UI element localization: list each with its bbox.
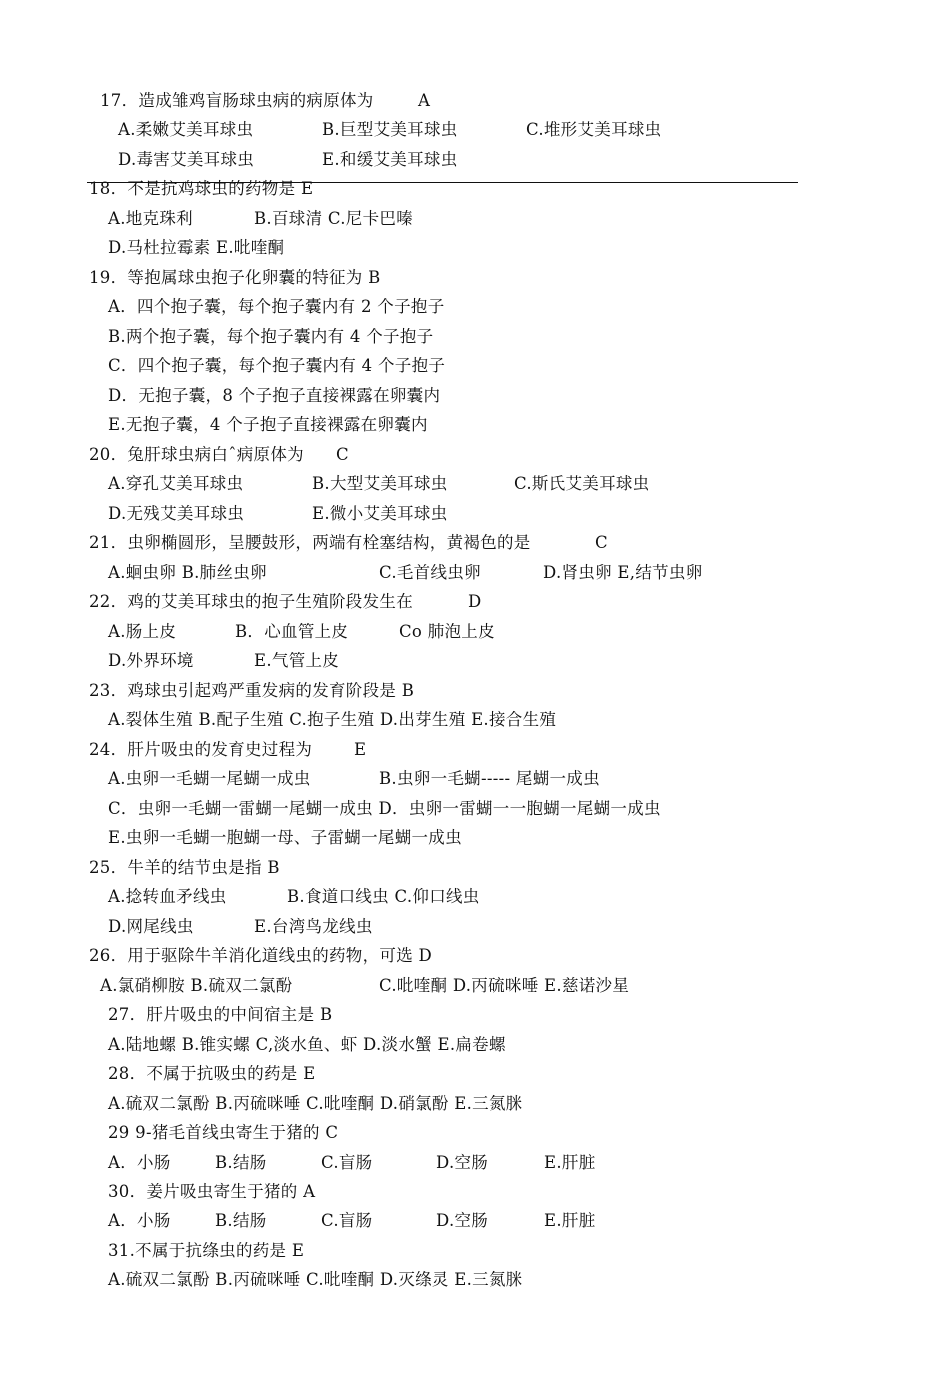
option — [108, 353, 446, 379]
question-text: 29 9-猪毛首线虫寄生于猪的 C — [108, 1123, 339, 1142]
question-26 — [89, 943, 433, 969]
question-text: 31.不属于抗绦虫的药是 E — [108, 1241, 305, 1260]
question-text: 17．造成雏鸡盲肠球虫病的病原体为 — [100, 91, 374, 110]
option: A.硫双二氯酚 B.丙硫咪唾 C.吡喹酮 D.硝氯酚 E.三氮脒 — [108, 1094, 523, 1113]
options-row — [100, 973, 630, 999]
option-text: C．四个抱子囊，每个抱子囊内有 4 个子抱子 — [108, 356, 446, 375]
options-row — [118, 147, 458, 173]
options-row — [108, 884, 480, 910]
question-31 — [108, 1238, 305, 1264]
question-25 — [89, 855, 280, 881]
answer-key: C — [336, 445, 349, 464]
option-text: A．四个抱子囊，每个抱子囊内有 2 个子抱子 — [108, 297, 445, 316]
option: C.毛首线虫卵 — [379, 563, 481, 582]
options-row — [108, 914, 373, 940]
question-text: 23．鸡球虫引起鸡严重发病的发育阶段是 B — [89, 681, 415, 700]
option: E.虫卵一毛蝴一胞蝴一母、子雷蝴一尾蝴一成虫 — [108, 828, 462, 847]
question-text: 30．姜片吸虫寄生于猪的 A — [108, 1182, 316, 1201]
option: C．虫卵一毛蝴一雷蝴一尾蝴一成虫 D．虫卵一雷蝴一一胞蝴一尾蝴一成虫 — [108, 799, 661, 818]
option: D.肾虫卵 E,结节虫卵 — [543, 563, 703, 582]
question-24 — [89, 737, 367, 763]
question-text: 18．不是抗鸡球虫的药物是 E — [89, 179, 314, 198]
option: C.斯氏艾美耳球虫 — [514, 474, 650, 493]
option-text: B.两个抱子囊，每个抱子囊内有 4 个子抱子 — [108, 327, 434, 346]
options-row — [108, 560, 703, 586]
options-row — [108, 619, 495, 645]
options-row — [108, 796, 661, 822]
option: B.食道口线虫 C.仰口线虫 — [287, 887, 480, 906]
question-29 — [108, 1120, 339, 1146]
options-row — [108, 766, 600, 792]
option: E.台湾鸟龙线虫 — [254, 917, 373, 936]
option: Co 肺泡上皮 — [399, 622, 495, 641]
question-23 — [89, 678, 415, 704]
option: B.结肠 — [215, 1211, 267, 1230]
option: D.网尾线虫 — [108, 917, 194, 936]
question-text: 28．不属于抗吸虫的药是 E — [108, 1064, 316, 1083]
options-row — [118, 117, 662, 143]
question-28 — [108, 1061, 316, 1087]
option: C.盲肠 — [321, 1211, 373, 1230]
option: A.氯硝柳胺 B.硫双二氯酚 — [100, 976, 293, 995]
options-row — [108, 825, 462, 851]
option: C.堆形艾美耳球虫 — [526, 120, 662, 139]
question-text: 25．牛羊的结节虫是指 B — [89, 858, 280, 877]
options-row — [108, 206, 413, 232]
option: C.盲肠 — [321, 1153, 373, 1172]
option: A.捻转血矛线虫 — [108, 887, 227, 906]
option: D.外界环境 — [108, 651, 194, 670]
question-text: 20．兔肝球虫病白ˆ病原体为 — [89, 445, 304, 464]
question-30 — [108, 1179, 316, 1205]
option — [108, 324, 434, 350]
options-row — [108, 235, 285, 261]
options-row — [108, 471, 650, 497]
question-text: 27．肝片吸虫的中间宿主是 B — [108, 1005, 333, 1024]
answer-key: C — [595, 533, 608, 552]
option: B.结肠 — [215, 1153, 267, 1172]
option: A.硫双二氯酚 B.丙硫咪唾 C.吡喹酮 D.灭绦灵 E.三氮脒 — [108, 1270, 523, 1289]
option — [108, 294, 445, 320]
option: E.微小艾美耳球虫 — [312, 504, 448, 523]
option — [108, 383, 441, 409]
option: A.陆地螺 B.锥实螺 C,淡水鱼、虾 D.淡水蟹 E.扁卷螺 — [108, 1035, 506, 1054]
options-row — [108, 501, 448, 527]
option: D.马杜拉霉素 E.吡喹酮 — [108, 238, 285, 257]
option: B.百球清 C.尼卡巴嗪 — [254, 209, 413, 228]
option: A.虫卵一毛蝴一尾蝴一成虫 — [108, 769, 311, 788]
option: B.虫卵一毛蝴----- 尾蝴一成虫 — [379, 769, 600, 788]
option: E.和缓艾美耳球虫 — [322, 150, 458, 169]
option-text: E.无抱子囊，4 个子抱子直接裸露在卵囊内 — [108, 415, 428, 434]
option: A.地克珠利 — [108, 209, 193, 228]
option: D.无残艾美耳球虫 — [108, 504, 245, 523]
option: D.空肠 — [436, 1153, 489, 1172]
question-text: 21．虫卵椭圆形，呈腰鼓形，两端有栓塞结构，黄褐色的是 — [89, 533, 531, 552]
options-row — [108, 707, 557, 733]
option: A.肠上皮 — [108, 622, 177, 641]
option: A.裂体生殖 B.配子生殖 C.抱子生殖 D.出芽生殖 E.接合生殖 — [108, 710, 557, 729]
options-row — [108, 1032, 506, 1058]
options-row — [108, 1267, 523, 1293]
options-row — [108, 1208, 596, 1234]
question-text: 26．用于驱除牛羊消化道线虫的药物，可选 D — [89, 946, 433, 965]
question-17 — [100, 88, 431, 114]
options-row — [108, 1091, 523, 1117]
option: B.巨型艾美耳球虫 — [322, 120, 458, 139]
question-text: 22．鸡的艾美耳球虫的抱子生殖阶段发生在 — [89, 592, 413, 611]
question-20 — [89, 442, 349, 468]
option: A．小肠 — [108, 1211, 171, 1230]
option: E.肝脏 — [544, 1153, 596, 1172]
question-text: 24．肝片吸虫的发育史过程为 — [89, 740, 313, 759]
option-text: D．无抱子囊，8 个子抱子直接裸露在卵囊内 — [108, 386, 441, 405]
answer-key: A — [418, 91, 431, 110]
question-19 — [89, 265, 381, 291]
option: C.吡喹酮 D.丙硫咪唾 E.慈诺沙星 — [379, 976, 630, 995]
option: D.毒害艾美耳球虫 — [118, 150, 255, 169]
option — [108, 412, 428, 438]
options-row — [108, 1150, 596, 1176]
option: A.蛔虫卵 B.肺丝虫卵 — [108, 563, 267, 582]
question-21 — [89, 530, 608, 556]
answer-key: D — [468, 592, 482, 611]
option: B.大型艾美耳球虫 — [312, 474, 448, 493]
option: B．心血管上皮 — [235, 622, 349, 641]
option: D.空肠 — [436, 1211, 489, 1230]
question-27 — [108, 1002, 333, 1028]
option: A.穿孔艾美耳球虫 — [108, 474, 244, 493]
question-22 — [89, 589, 482, 615]
option: A.柔嫩艾美耳球虫 — [118, 120, 254, 139]
option: E.肝脏 — [544, 1211, 596, 1230]
answer-key: E — [354, 740, 367, 759]
option: A．小肠 — [108, 1153, 171, 1172]
option: E.气管上皮 — [254, 651, 340, 670]
question-18 — [89, 176, 314, 202]
options-row — [108, 648, 340, 674]
question-text: 19．等抱属球虫抱子化卵囊的特征为 B — [89, 268, 381, 287]
